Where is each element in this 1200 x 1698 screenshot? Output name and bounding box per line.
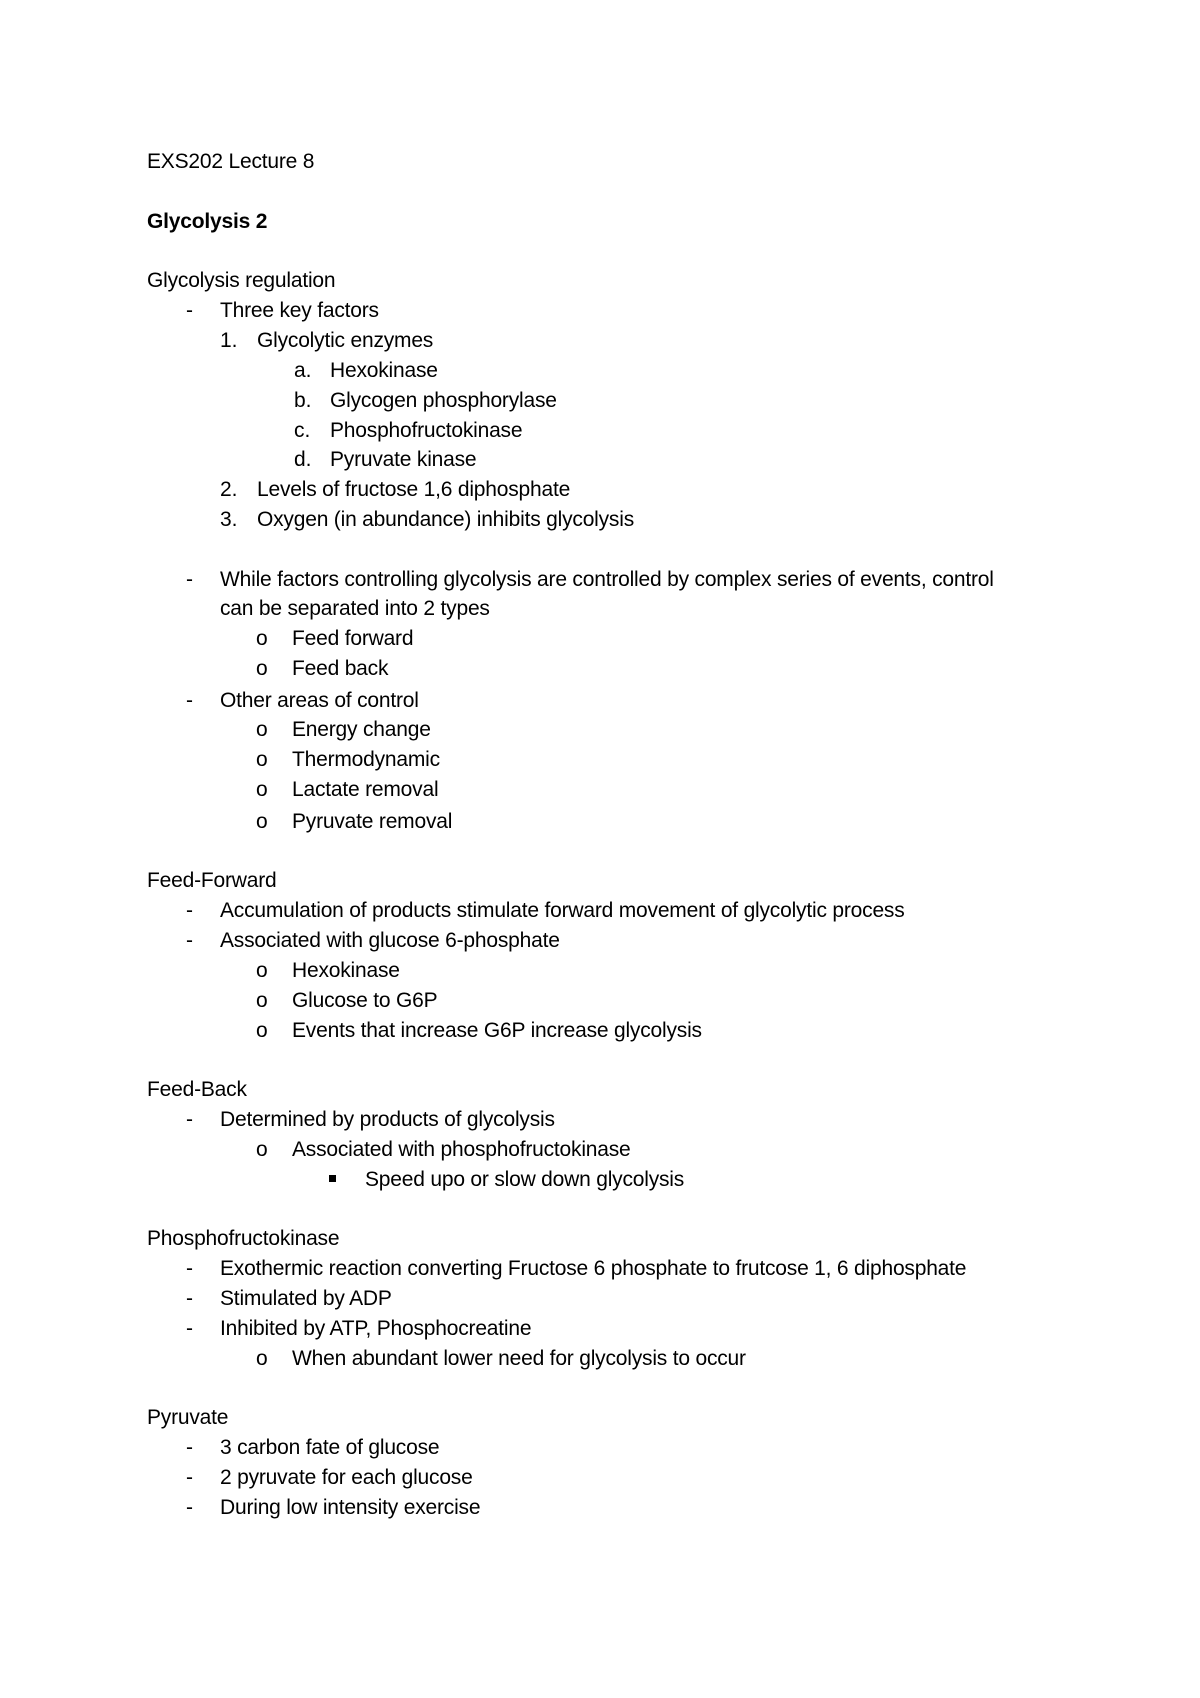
- list-item: Associated with glucose 6-phosphate: [220, 929, 560, 952]
- list-item: Accumulation of products stimulate forward movement of glycolytic process: [220, 899, 905, 922]
- list-item: Associated with phosphofructokinase: [292, 1138, 631, 1161]
- list-item-continuation: can be separated into 2 types: [220, 597, 490, 620]
- letter-marker: b.: [294, 389, 312, 412]
- list-item: Glycolytic enzymes: [257, 329, 434, 352]
- dash-bullet: -: [186, 1287, 193, 1310]
- list-item: Determined by products of glycolysis: [220, 1108, 555, 1131]
- number-marker: 2.: [220, 478, 238, 501]
- dash-bullet: -: [186, 1466, 193, 1489]
- list-item: Hexokinase: [330, 359, 438, 382]
- dash-bullet: -: [186, 1317, 193, 1340]
- document-title: Glycolysis 2: [147, 210, 268, 233]
- list-item: Oxygen (in abundance) inhibits glycolysis: [257, 508, 634, 531]
- section-heading: Phosphofructokinase: [147, 1227, 340, 1250]
- list-item: Pyruvate kinase: [330, 448, 477, 471]
- number-marker: 1.: [220, 329, 238, 352]
- section-heading: Glycolysis regulation: [147, 269, 336, 292]
- section-heading: Feed-Back: [147, 1078, 247, 1101]
- section-heading: Feed-Forward: [147, 869, 277, 892]
- dash-bullet: -: [186, 299, 193, 322]
- letter-marker: c.: [294, 419, 311, 442]
- list-item: Stimulated by ADP: [220, 1287, 392, 1310]
- section-heading: Pyruvate: [147, 1406, 229, 1429]
- dash-bullet: -: [186, 899, 193, 922]
- circle-bullet: o: [256, 810, 268, 833]
- list-item: Events that increase G6P increase glycolysis: [292, 1019, 702, 1042]
- list-item: Energy change: [292, 718, 431, 741]
- list-item: Feed forward: [292, 627, 414, 650]
- dash-bullet: -: [186, 1108, 193, 1131]
- dash-bullet: -: [186, 1436, 193, 1459]
- number-marker: 3.: [220, 508, 238, 531]
- dash-bullet: -: [186, 1496, 193, 1519]
- list-item: Glucose to G6P: [292, 989, 438, 1012]
- circle-bullet: o: [256, 718, 268, 741]
- circle-bullet: o: [256, 657, 268, 680]
- list-item: Exothermic reaction converting Fructose 6 phosphate to frutcose 1, 6 diphosphate: [220, 1257, 967, 1280]
- list-item: 2 pyruvate for each glucose: [220, 1466, 473, 1489]
- list-item: Thermodynamic: [292, 748, 440, 771]
- list-item: During low intensity exercise: [220, 1496, 481, 1519]
- dash-bullet: -: [186, 929, 193, 952]
- letter-marker: d.: [294, 448, 312, 471]
- dash-bullet: -: [186, 568, 193, 591]
- list-item: Other areas of control: [220, 689, 419, 712]
- circle-bullet: o: [256, 778, 268, 801]
- circle-bullet: o: [256, 1019, 268, 1042]
- list-item: Inhibited by ATP, Phosphocreatine: [220, 1317, 532, 1340]
- circle-bullet: o: [256, 959, 268, 982]
- list-item: Hexokinase: [292, 959, 400, 982]
- list-item: Three key factors: [220, 299, 379, 322]
- dash-bullet: -: [186, 1257, 193, 1280]
- circle-bullet: o: [256, 1347, 268, 1370]
- list-item: While factors controlling glycolysis are controlled by complex series of events, control: [220, 568, 994, 591]
- list-item: 3 carbon fate of glucose: [220, 1436, 440, 1459]
- letter-marker: a.: [294, 359, 312, 382]
- list-item: Levels of fructose 1,6 diphosphate: [257, 478, 571, 501]
- circle-bullet: o: [256, 627, 268, 650]
- list-item: Phosphofructokinase: [330, 419, 523, 442]
- list-item: Speed upo or slow down glycolysis: [365, 1168, 685, 1191]
- list-item: Feed back: [292, 657, 389, 680]
- circle-bullet: o: [256, 989, 268, 1012]
- circle-bullet: o: [256, 1138, 268, 1161]
- document-header: EXS202 Lecture 8: [147, 150, 315, 173]
- square-bullet-icon: [329, 1175, 336, 1182]
- list-item: Pyruvate removal: [292, 810, 453, 833]
- circle-bullet: o: [256, 748, 268, 771]
- list-item: Lactate removal: [292, 778, 439, 801]
- list-item: Glycogen phosphorylase: [330, 389, 557, 412]
- dash-bullet: -: [186, 689, 193, 712]
- list-item: When abundant lower need for glycolysis to occur: [292, 1347, 746, 1370]
